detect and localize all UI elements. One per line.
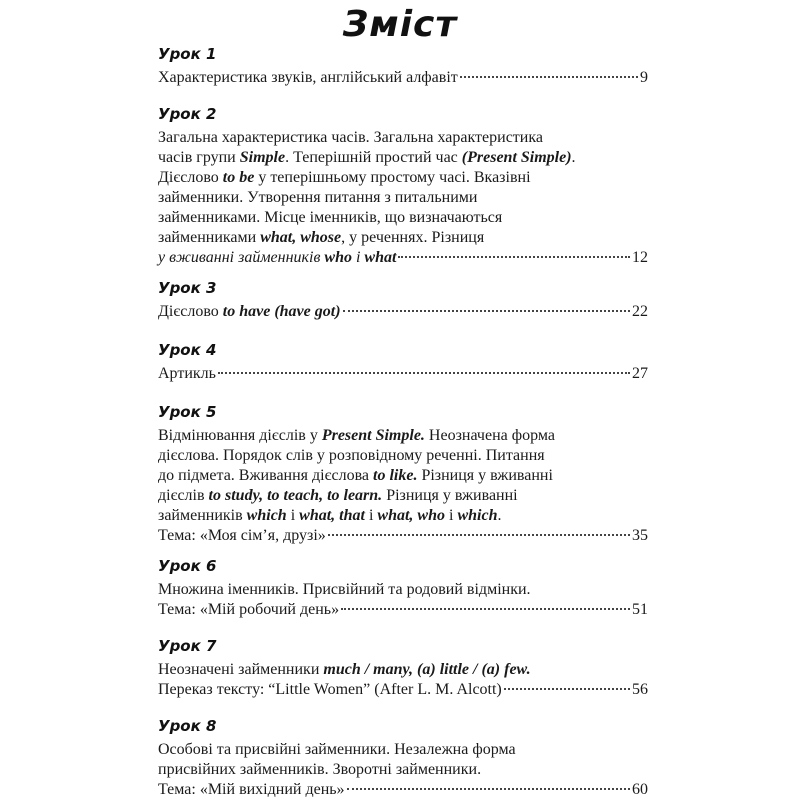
text-segment: займенників (158, 507, 247, 524)
lesson-4 (158, 340, 648, 384)
dot-leader (504, 688, 630, 690)
description-line (158, 580, 648, 600)
english-term: Present Simple. (321, 427, 425, 444)
text-segment: Неозначені займенники (158, 661, 324, 678)
lesson-1 (158, 44, 648, 88)
page-number: 27 (632, 365, 648, 382)
text-segment: Різниця у вживанні (382, 487, 518, 504)
text-segment: , у реченнях. Різниця (341, 229, 485, 246)
dot-leader (347, 788, 630, 790)
text-segment: до підмета. Вживання дієслова (158, 467, 374, 484)
entry-text (158, 780, 345, 800)
english-term: (Present Simple) (461, 149, 572, 166)
text-segment: Різниця у вживанні (417, 467, 553, 484)
lesson-heading: Урок 2 (158, 105, 217, 123)
page-number: 9 (640, 69, 648, 86)
lesson-heading: Урок 6 (158, 557, 217, 575)
english-term: to be (222, 169, 255, 186)
description-line (158, 208, 648, 228)
text-segment: . (497, 507, 502, 524)
description-line (158, 760, 648, 780)
entry-text (158, 600, 339, 620)
entry-text (158, 680, 502, 700)
description-line (158, 128, 648, 148)
lesson-heading: Урок 7 (158, 637, 217, 655)
description-line (158, 660, 648, 680)
lesson-2 (158, 104, 648, 268)
text-segment: присвійних займенників. Зворотні займенники. (158, 761, 482, 778)
toc-entry[interactable] (158, 780, 648, 800)
page-number: 51 (632, 601, 648, 618)
entry-text (158, 364, 216, 384)
toc-entry[interactable] (158, 526, 648, 546)
text-segment: Дієслово (158, 169, 223, 186)
lesson-5 (158, 402, 648, 546)
description-line (158, 506, 648, 526)
english-term: which (457, 507, 498, 524)
page-title: Зміст (342, 4, 458, 45)
description-line (158, 466, 648, 486)
page-number: 35 (632, 527, 648, 544)
text-segment: Відмінювання дієслів у (158, 427, 322, 444)
english-term: Simple (239, 149, 286, 166)
lesson-heading: Урок 1 (158, 45, 217, 63)
lesson-3 (158, 278, 648, 322)
description-line (158, 446, 648, 466)
text-segment: дієслова. Порядок слів у розповідному реченні. Питання (158, 447, 545, 464)
text-segment: . Теперішній простий час (285, 149, 462, 166)
text-segment: дієслів (158, 487, 209, 504)
text-segment: і (364, 507, 378, 524)
english-term: to study, to teach, to learn. (208, 487, 383, 504)
description-line (158, 148, 648, 168)
text-segment: Неозначена форма (424, 427, 555, 444)
lesson-7 (158, 636, 648, 700)
description-line (158, 486, 648, 506)
text-segment: . (571, 149, 576, 166)
text-segment: займенниками (158, 229, 261, 246)
text-segment: займенниками. Місце іменників, що визначаються (158, 209, 503, 226)
lesson-heading: Урок 5 (158, 403, 217, 421)
text-segment: Загальна характеристика часів. Загальна характеристика (158, 129, 543, 146)
entry-text (158, 302, 341, 322)
toc-entry[interactable] (158, 680, 648, 700)
text-segment: займенники. Утворення питання з питальними (158, 189, 478, 206)
text-segment: Артикль (158, 365, 216, 382)
text-segment: Особові та присвійні займенники. Незалежна форма (158, 741, 516, 758)
text-segment: Характеристика звуків, англійський алфавіт (158, 69, 458, 86)
lesson-8 (158, 716, 648, 800)
description-line (158, 426, 648, 446)
english-term: what, who (377, 507, 445, 524)
text-segment: Дієслово (158, 303, 223, 320)
english-term: what, whose (260, 229, 342, 246)
description-line (158, 168, 648, 188)
page-number: 12 (632, 249, 648, 266)
dot-leader (460, 76, 638, 78)
entry-text (158, 248, 396, 268)
text-segment: у вживанні займенників (158, 249, 325, 266)
lesson-heading: Урок 8 (158, 717, 217, 735)
text-segment: і (445, 507, 458, 524)
description-line (158, 188, 648, 208)
text-segment: часів групи (158, 149, 240, 166)
lesson-heading: Урок 3 (158, 279, 217, 297)
entry-text (158, 68, 458, 88)
toc-entry[interactable] (158, 364, 648, 384)
lesson-6 (158, 556, 648, 620)
page-number: 22 (632, 303, 648, 320)
text-segment: Тема: «Моя сім’я, друзі» (158, 527, 326, 544)
english-term: much / many, (a) little / (a) few. (323, 661, 531, 678)
toc-entry[interactable] (158, 248, 648, 268)
lesson-heading: Урок 4 (158, 341, 217, 359)
english-term: which (246, 507, 287, 524)
text-segment: Тема: «Мій вихідний день» (158, 781, 345, 798)
english-term: what (364, 249, 397, 266)
text-segment: Тема: «Мій робочий день» (158, 601, 340, 618)
english-term: to have (have got) (222, 303, 341, 320)
text-segment: і (286, 507, 300, 524)
text-segment: у теперішньому простому часі. Вказівні (254, 169, 531, 186)
dot-leader (328, 534, 630, 536)
description-line (158, 228, 648, 248)
page-number: 56 (632, 681, 648, 698)
text-segment: і (351, 249, 365, 266)
english-term: to like. (373, 467, 418, 484)
dot-leader (218, 372, 630, 374)
english-term: who (324, 249, 352, 266)
text-segment: Переказ тексту: “Little Women” (After L. M. Alcott) (158, 681, 502, 698)
text-segment: Множина іменників. Присвійний та родовий відмінки. (158, 581, 531, 598)
page-number: 60 (632, 781, 648, 798)
dot-leader (398, 256, 630, 258)
dot-leader (343, 310, 630, 312)
english-term: what, that (299, 507, 365, 524)
toc-entry[interactable] (158, 302, 648, 322)
entry-text (158, 526, 326, 546)
toc-entry[interactable] (158, 68, 648, 88)
toc-entry[interactable] (158, 600, 648, 620)
description-line (158, 740, 648, 760)
dot-leader (341, 608, 630, 610)
